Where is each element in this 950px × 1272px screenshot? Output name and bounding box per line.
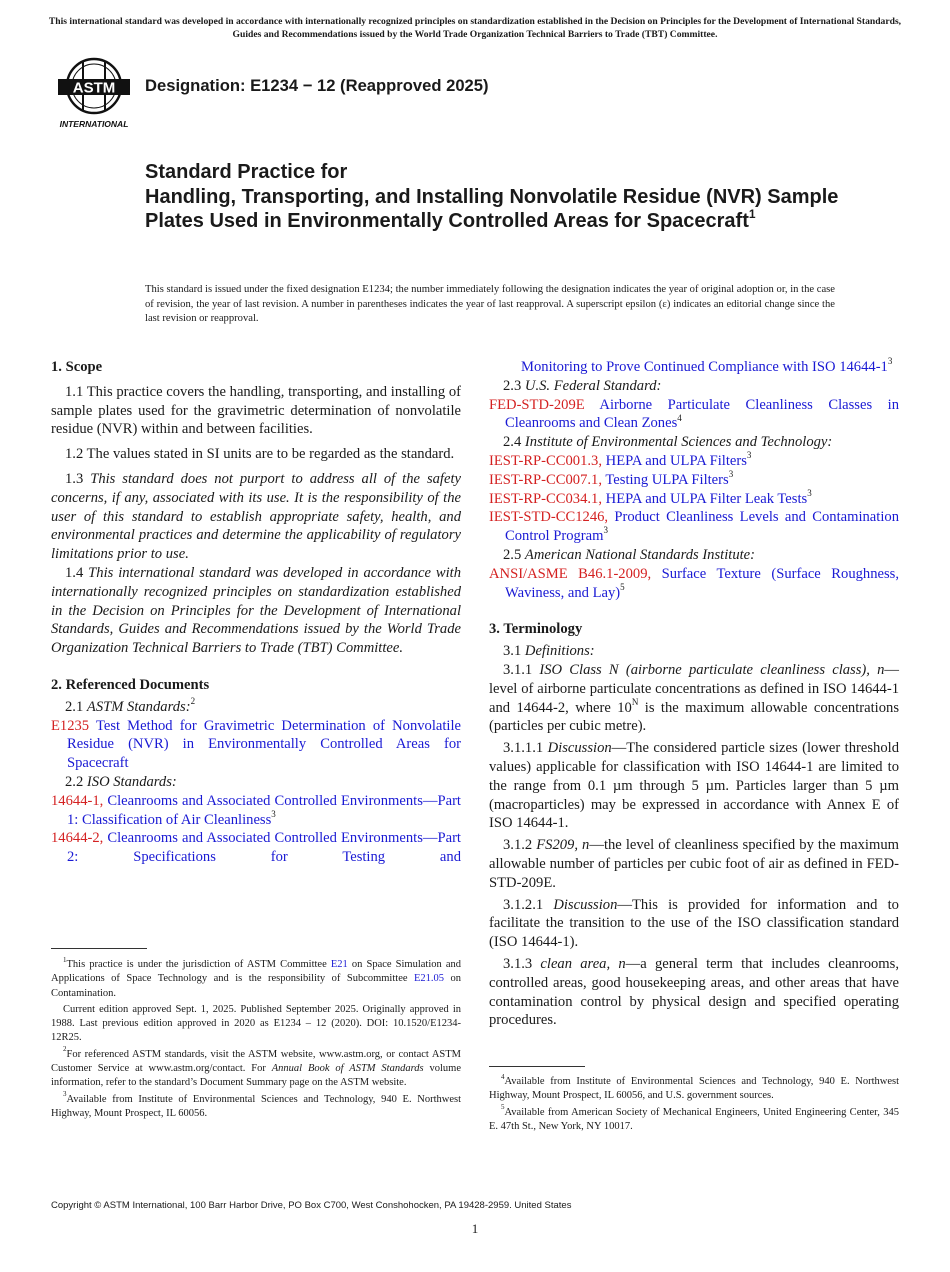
reference-title-link[interactable]: HEPA and ULPA Filters bbox=[605, 452, 747, 469]
issued-note: This standard is issued under the fixed designation E1234; the number immediately following the designation indicates the year of original adoption or, in the case of revision, the year of last revision. A number in parentheses indicates the year of last reapproval. A superscript epsilon (ε) indicates an editorial change since the last revision or reapproval. bbox=[145, 284, 835, 325]
discussion-3-1-2-1 bbox=[489, 896, 899, 952]
discussion-number: 3.1.1.1 bbox=[503, 740, 544, 757]
reference-title-link[interactable]: Cleanrooms and Associated Controlled Environments—Part 1: Classification of Air Cleanliness bbox=[67, 792, 461, 828]
paragraph-1-4 bbox=[51, 564, 461, 658]
reference-title-link[interactable]: Testing ULPA Filters bbox=[605, 471, 729, 488]
page-number: 1 bbox=[471, 1221, 479, 1236]
definition-number: 3.1.2 bbox=[503, 837, 533, 854]
footnote-ref[interactable]: 3 bbox=[271, 808, 276, 819]
discussion-label: Discussion bbox=[547, 740, 612, 757]
definition-text: is the maximum allowable concentrations (particles per cubic metre). bbox=[489, 699, 899, 735]
reference-code-link[interactable]: ANSI/ASME B46.1-2009, bbox=[489, 565, 652, 582]
subsection-label: ASTM Standards: bbox=[86, 698, 191, 715]
footnotes-left bbox=[51, 955, 462, 1123]
reference-iest-rp-cc034 bbox=[489, 487, 899, 509]
footnote-rule-left bbox=[51, 948, 147, 949]
title-footnote-ref[interactable]: 1 bbox=[748, 207, 756, 222]
reference-code-link[interactable]: E1235 bbox=[51, 717, 90, 734]
subsection-label: ISO Standards: bbox=[86, 773, 177, 790]
reference-code-link[interactable]: IEST-RP-CC001.3, bbox=[489, 452, 602, 469]
subsection-number: 2.3 bbox=[503, 377, 522, 394]
discussion-label: Discussion bbox=[553, 896, 618, 913]
paragraph-text: This international standard was developed in accordance with internationally recognized principles on standardization established in the Decision on Principles for the Development of International Standards, Guides and Recommendations issued by the World Trade Organization Technical Barriers to Trade (TBT) Committee. bbox=[51, 564, 462, 657]
astm-logo-subtext: INTERNATIONAL bbox=[59, 119, 129, 129]
definition-term: ISO Class N (airborne particulate cleanliness class), n bbox=[539, 661, 885, 678]
paragraph-1-2: 1.2 The values stated in SI units are to be regarded as the standard. bbox=[65, 446, 455, 463]
definition-3-1-2 bbox=[489, 836, 899, 892]
footnote-3 bbox=[51, 1090, 461, 1122]
reference-iest-std-cc1246 bbox=[489, 508, 899, 546]
footnote-4 bbox=[489, 1072, 899, 1104]
designation: Designation: E1234 − 12 (Reapproved 2025) bbox=[145, 76, 489, 95]
footnote-text: on Contamination. bbox=[51, 973, 462, 999]
footnote-5 bbox=[489, 1103, 899, 1135]
footnote-text: volume information, refer to the standard’s Document Summary page on the ASTM website. bbox=[51, 1063, 462, 1089]
footnote-number: 4 bbox=[501, 1072, 505, 1081]
title-line-1: Standard Practice for bbox=[145, 161, 348, 183]
reference-iso-14644-1 bbox=[51, 792, 461, 830]
footnote-text: Available from American Society of Mechanical Engineers, United Engineering Center, 345 E. 47th St., New York, NY 10017. bbox=[489, 1106, 899, 1132]
definition-text: —a general term that includes cleanrooms, controlled areas, good housekeeping areas, and other areas that have contamination control by physical design and specified operating procedures. bbox=[489, 955, 899, 1029]
footnote-text: Available from Institute of Environmental Sciences and Technology, 940 E. Northwest Highway, Mount Prospect, IL 60056. bbox=[51, 1093, 461, 1119]
footnote-current-edition: Current edition approved Sept. 1, 2025. Published September 2025. Originally approved in 1988. Last previous edition approved in 2020 as E1234 – 12 (2020). DOI: 10.1520/E1234-12R25. bbox=[51, 1003, 461, 1044]
footnote-ref[interactable]: 3 bbox=[728, 468, 734, 479]
reference-fed-std-209e bbox=[489, 396, 899, 434]
paragraph-number: 1.3 bbox=[65, 470, 84, 487]
subcommittee-link-e21-05[interactable]: E21.05 bbox=[414, 973, 445, 985]
left-column bbox=[51, 358, 461, 867]
footnote-ref[interactable]: 2 bbox=[190, 695, 196, 706]
footnote-ref[interactable]: 3 bbox=[603, 525, 609, 536]
reference-ansi-asme-b46 bbox=[489, 565, 899, 603]
title-line-2: Handling, Transporting, and Installing Nonvolatile Residue (NVR) Sample Plates Used in Environmentally Controlled Areas for Spacecraft bbox=[145, 185, 839, 232]
footnote-number: 5 bbox=[501, 1103, 505, 1112]
footnote-text: For referenced ASTM standards, visit the ASTM website, www.astm.org, or contact ASTM Customer Service at www.astm.org/contact. For bbox=[51, 1048, 461, 1075]
subsection-number: 2.1 bbox=[65, 698, 84, 715]
definition-text: —level of airborne particulate concentrations as defined in ISO 14644-1 and 14644-2, where 10 bbox=[489, 661, 900, 716]
subsection-number: 2.5 bbox=[503, 546, 522, 563]
subsection-2-1 bbox=[51, 695, 461, 717]
subsection-2-4 bbox=[489, 433, 899, 452]
section-heading-scope: 1. Scope bbox=[51, 359, 103, 375]
subsection-number: 2.4 bbox=[503, 434, 522, 451]
reference-code-link[interactable]: IEST-STD-CC1246, bbox=[489, 509, 609, 526]
definition-number: 3.1.1 bbox=[503, 661, 533, 678]
reference-iest-rp-cc001 bbox=[489, 452, 899, 471]
subsection-2-2 bbox=[51, 773, 461, 792]
footnote-italic: Annual Book of ASTM Standards bbox=[271, 1063, 424, 1075]
top-notice: This international standard was developed in accordance with internationally recognized principles on standardization established in the Decision on Principles for the Development of International Standards, Guides and Recommendations issued by the World Trade Organization Technical Barriers to Trade (TBT) Committee. bbox=[48, 16, 902, 40]
reference-code-link[interactable]: IEST-RP-CC034.1, bbox=[489, 490, 602, 507]
copyright-notice: Copyright © ASTM International, 100 Barr Harbor Drive, PO Box C700, West Conshohocken, PA 19428-2959. United States bbox=[51, 1200, 572, 1211]
reference-title-link[interactable]: Test Method for Gravimetric Determination of Nonvolatile Residue (NVR) in Environmentally Controlled Areas for Spacecraft bbox=[67, 717, 462, 772]
paragraph-text: This standard does not purport to address all of the safety concerns, if any, associated with its use. It is the responsibility of the user of this standard to establish appropriate safety, health, and environmental practices and determine the applicability of regulatory limitations prior to use. bbox=[51, 470, 461, 563]
reference-iso-14644-2-start bbox=[51, 829, 461, 867]
footnote-ref[interactable]: 3 bbox=[887, 356, 893, 367]
footnote-number: 1 bbox=[63, 955, 67, 964]
footnote-ref[interactable]: 5 bbox=[620, 581, 625, 592]
definition-number: 3.1.3 bbox=[503, 955, 533, 972]
reference-title-link[interactable]: HEPA and ULPA Filter Leak Tests bbox=[605, 490, 808, 507]
subsection-2-3 bbox=[489, 377, 899, 396]
subsection-label: Institute of Environmental Sciences and Technology: bbox=[524, 434, 833, 451]
reference-e1235 bbox=[51, 717, 461, 773]
reference-iest-rp-cc007 bbox=[489, 468, 899, 490]
reference-title-link-part1[interactable]: Cleanrooms and Associated Controlled Environments—Part 2: Specifications for Testing and bbox=[67, 830, 461, 866]
right-column bbox=[489, 358, 899, 1030]
footnote-ref[interactable]: 3 bbox=[746, 450, 752, 461]
definition-3-1-3 bbox=[489, 955, 899, 1030]
footnote-text: This practice is under the jurisdiction of ASTM Committee bbox=[66, 959, 327, 970]
paragraph-1-3 bbox=[51, 470, 461, 564]
footnote-number: 3 bbox=[63, 1090, 67, 1099]
definition-3-1-1 bbox=[489, 661, 899, 736]
footnote-text: Available from Institute of Environmental Sciences and Technology, 940 E. Northwest Highway, Mount Prospect, IL 60056, and U.S. government sources. bbox=[489, 1076, 899, 1102]
section-heading-terminology: 3. Terminology bbox=[489, 621, 583, 638]
reference-title-link[interactable]: Airborne Particulate Cleanliness Classes in Cleanrooms and Clean Zones bbox=[505, 396, 900, 432]
discussion-number: 3.1.2.1 bbox=[503, 896, 544, 913]
footnotes-right bbox=[489, 1072, 899, 1136]
subsection-label: American National Standards Institute: bbox=[524, 546, 756, 563]
definition-term: FS209, n bbox=[536, 837, 590, 854]
reference-code-link[interactable]: 14644-2, bbox=[51, 830, 104, 847]
footnote-2 bbox=[51, 1045, 462, 1091]
subsection-3-1 bbox=[489, 642, 899, 661]
reference-iso-14644-2-cont bbox=[489, 358, 899, 377]
reference-title-link-part2[interactable]: Monitoring to Prove Continued Compliance with ISO 14644-1 bbox=[521, 359, 888, 375]
committee-link-e21[interactable]: E21 bbox=[330, 959, 348, 970]
superscript-n: N bbox=[631, 696, 639, 707]
astm-logo bbox=[54, 55, 134, 131]
subsection-label: Definitions: bbox=[524, 643, 595, 660]
astm-logo-text: ASTM bbox=[72, 79, 116, 97]
subsection-number: 3.1 bbox=[503, 643, 522, 660]
discussion-3-1-1-1 bbox=[489, 739, 899, 833]
reference-code-link[interactable]: 14644-1, bbox=[51, 792, 104, 809]
section-heading-referenced: 2. Referenced Documents bbox=[51, 676, 210, 693]
subsection-number: 2.2 bbox=[65, 773, 84, 790]
document-title bbox=[145, 160, 865, 234]
discussion-text: —The considered particle sizes (lower threshold values) applicable for classification with ISO 14644-1 are limited to the range from 0.1 µm through 5 µm. Particles larger than 5 µm (macroparticles) may be expressed in accordance with Annex E of ISO 14644-1. bbox=[489, 740, 899, 832]
footnote-rule-right bbox=[489, 1066, 585, 1067]
discussion-text: —This is provided for information and to facilitate the transition to the use of the ISO classification standard (ISO 14644-1). bbox=[489, 896, 899, 951]
paragraph-1-1: 1.1 This practice covers the handling, transporting, and installing of sample plates used for the gravimetric determination of nonvolatile residue (NVR) within and between facilities. bbox=[51, 383, 461, 438]
footnote-1 bbox=[51, 955, 462, 1001]
footnote-text: on Space Simulation and Applications of Space Technology and is the responsibility of Subcommittee bbox=[51, 959, 462, 985]
paragraph-number: 1.4 bbox=[65, 564, 84, 581]
subsection-2-5 bbox=[489, 546, 899, 565]
definition-term: clean area, n bbox=[540, 955, 626, 972]
astm-logo-mark bbox=[58, 59, 130, 113]
reference-title-link[interactable]: Surface Texture (Surface Roughness, Waviness, and Lay) bbox=[505, 565, 899, 601]
footnote-ref[interactable]: 3 bbox=[807, 487, 812, 498]
reference-title-link[interactable]: Product Cleanliness Levels and Contamination Control Program bbox=[505, 509, 899, 545]
reference-code-link[interactable]: FED-STD-209E bbox=[489, 396, 585, 413]
subsection-label: U.S. Federal Standard: bbox=[524, 377, 662, 394]
definition-text: —the level of cleanliness specified by the maximum allowable number of particles per cubic foot of air as defined in FED-STD-209E. bbox=[489, 837, 899, 891]
footnote-ref[interactable]: 4 bbox=[677, 412, 682, 423]
footnote-number: 2 bbox=[63, 1045, 67, 1054]
reference-code-link[interactable]: IEST-RP-CC007.1, bbox=[489, 471, 602, 488]
title-main bbox=[145, 185, 865, 234]
